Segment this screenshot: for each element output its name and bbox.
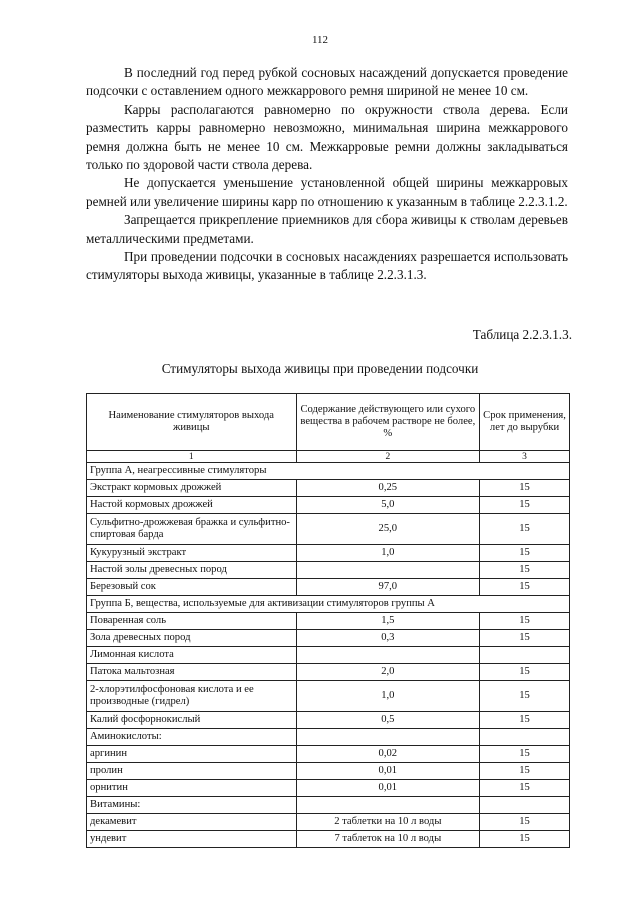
column-number-row bbox=[87, 451, 570, 463]
term-value: 15 bbox=[480, 514, 570, 545]
content-value: 0,01 bbox=[296, 763, 480, 780]
stimulator-name: Сульфитно-дрожжевая бражка и сульфитно-спиртовая барда bbox=[87, 514, 297, 545]
stimulator-name: 2-хлорэтилфосфоновая кислота и ее производные (гидрел) bbox=[87, 681, 297, 712]
term-value: 15 bbox=[480, 579, 570, 596]
content-value bbox=[296, 797, 480, 814]
table-row bbox=[87, 831, 570, 848]
term-value bbox=[480, 797, 570, 814]
content-value: 5,0 bbox=[296, 497, 480, 514]
table-row bbox=[87, 579, 570, 596]
stimulator-name: Калий фосфорнокислый bbox=[87, 712, 297, 729]
stimulator-name: аргинин bbox=[87, 746, 297, 763]
stimulator-name: Экстракт кормовых дрожжей bbox=[87, 480, 297, 497]
table-row bbox=[87, 480, 570, 497]
content-value bbox=[296, 562, 480, 579]
stimulator-name: Березовый сок bbox=[87, 579, 297, 596]
paragraph: При проведении подсочки в сосновых насаждениях разрешается использовать стимуляторы выхода живицы, указанные в таблице 2.2.3.1.3. bbox=[86, 249, 568, 283]
stimulator-name: Зола древесных пород bbox=[87, 630, 297, 647]
content-value: 1,0 bbox=[296, 545, 480, 562]
term-value bbox=[480, 647, 570, 664]
term-value: 15 bbox=[480, 664, 570, 681]
paragraph: Не допускается уменьшение установленной общей ширины межкарровых ремней или увеличение ширины карр по отношению к указанным в таблице 2.2.3.1.2. bbox=[86, 175, 568, 209]
term-value: 15 bbox=[480, 480, 570, 497]
section-label: Группа А, неагрессивные стимуляторы bbox=[87, 463, 570, 480]
stimulator-name: декамевит bbox=[87, 814, 297, 831]
content-value: 7 таблеток на 10 л воды bbox=[296, 831, 480, 848]
stimulator-name: орнитин bbox=[87, 780, 297, 797]
table-row bbox=[87, 797, 570, 814]
table-row bbox=[87, 613, 570, 630]
header-content: Содержание действующего или сухого вещества в рабочем растворе не более, % bbox=[296, 394, 480, 451]
table-row bbox=[87, 712, 570, 729]
term-value bbox=[480, 729, 570, 746]
term-value: 15 bbox=[480, 780, 570, 797]
column-number: 3 bbox=[480, 451, 570, 463]
table-row bbox=[87, 630, 570, 647]
table-row bbox=[87, 562, 570, 579]
section-label: Группа Б, вещества, используемые для активизации стимуляторов группы А bbox=[87, 596, 570, 613]
paragraph: Запрещается прикрепление приемников для сбора живицы к стволам деревьев металлическими предметами. bbox=[86, 212, 568, 246]
stimulator-name: Настой золы древесных пород bbox=[87, 562, 297, 579]
table-section-row bbox=[87, 463, 570, 480]
content-value bbox=[296, 647, 480, 664]
table-row bbox=[87, 814, 570, 831]
stimulator-name: пролин bbox=[87, 763, 297, 780]
stimulator-name: Лимонная кислота bbox=[87, 647, 297, 664]
stimulator-name: Аминокислоты: bbox=[87, 729, 297, 746]
stimulator-name: Кукурузный экстракт bbox=[87, 545, 297, 562]
stimulator-name: Настой кормовых дрожжей bbox=[87, 497, 297, 514]
content-value bbox=[296, 729, 480, 746]
table-row bbox=[87, 780, 570, 797]
content-value: 0,5 bbox=[296, 712, 480, 729]
content-value: 25,0 bbox=[296, 514, 480, 545]
term-value: 15 bbox=[480, 712, 570, 729]
table-row bbox=[87, 763, 570, 780]
content-value: 0,02 bbox=[296, 746, 480, 763]
table-row bbox=[87, 497, 570, 514]
stimulators-table bbox=[86, 393, 570, 848]
table-title: Стимуляторы выхода живицы при проведении подсочки bbox=[161, 361, 479, 376]
term-value: 15 bbox=[480, 763, 570, 780]
content-value: 1,5 bbox=[296, 613, 480, 630]
table-row bbox=[87, 729, 570, 746]
term-value: 15 bbox=[480, 630, 570, 647]
term-value: 15 bbox=[480, 681, 570, 712]
table-row bbox=[87, 545, 570, 562]
paragraph: В последний год перед рубкой сосновых насаждений допускается проведение подсочки с оставлением одного межкаррового ремня шириной не менее 10 см. bbox=[86, 65, 568, 99]
page-number: 112 bbox=[311, 34, 329, 46]
table-header-row bbox=[87, 394, 570, 451]
table-caption: Таблица 2.2.3.1.3. bbox=[472, 327, 572, 342]
table-body bbox=[87, 463, 570, 848]
term-value: 15 bbox=[480, 831, 570, 848]
table-section-row bbox=[87, 596, 570, 613]
column-number: 1 bbox=[87, 451, 297, 463]
content-value: 2,0 bbox=[296, 664, 480, 681]
content-value: 1,0 bbox=[296, 681, 480, 712]
term-value: 15 bbox=[480, 613, 570, 630]
stimulator-name: ундевит bbox=[87, 831, 297, 848]
header-term: Срок применения, лет до вырубки bbox=[480, 394, 570, 451]
content-value: 0,01 bbox=[296, 780, 480, 797]
term-value: 15 bbox=[480, 746, 570, 763]
table-row bbox=[87, 664, 570, 681]
stimulator-name: Витамины: bbox=[87, 797, 297, 814]
term-value: 15 bbox=[480, 814, 570, 831]
table-row bbox=[87, 746, 570, 763]
stimulator-name: Патока мальтозная bbox=[87, 664, 297, 681]
content-value: 0,3 bbox=[296, 630, 480, 647]
header-name: Наименование стимуляторов выхода живицы bbox=[87, 394, 297, 451]
content-value: 97,0 bbox=[296, 579, 480, 596]
table-row bbox=[87, 514, 570, 545]
table-row bbox=[87, 647, 570, 664]
content-value: 2 таблетки на 10 л воды bbox=[296, 814, 480, 831]
table-row bbox=[87, 681, 570, 712]
term-value: 15 bbox=[480, 562, 570, 579]
content-value: 0,25 bbox=[296, 480, 480, 497]
term-value: 15 bbox=[480, 545, 570, 562]
term-value: 15 bbox=[480, 497, 570, 514]
body-text bbox=[86, 64, 568, 285]
column-number: 2 bbox=[296, 451, 480, 463]
stimulator-name: Поваренная соль bbox=[87, 613, 297, 630]
paragraph: Карры располагаются равномерно по окружности ствола дерева. Если разместить карры равномерно невозможно, минимальная ширина межкаррового ремня должна быть не менее 10 см. Межкарровые ремни должны закладываться только по здоровой части ствола дерева. bbox=[86, 101, 568, 173]
